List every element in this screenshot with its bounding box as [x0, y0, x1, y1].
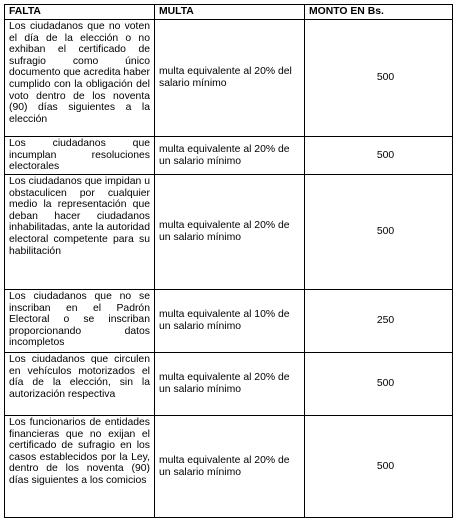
- multa-cell: multa equivalente al 20% de un salario mínimo: [155, 353, 305, 416]
- multa-cell: multa equivalente al 20% de un salario mínimo: [155, 416, 305, 518]
- table-row: [5, 20, 453, 137]
- table-row: [5, 175, 453, 290]
- header-falta: FALTA: [5, 5, 155, 20]
- monto-cell: 500: [305, 416, 453, 518]
- multa-cell: multa equivalente al 20% del salario mínimo: [155, 20, 305, 137]
- monto-cell: 500: [305, 137, 453, 175]
- monto-cell: 500: [305, 175, 453, 290]
- monto-cell: 500: [305, 353, 453, 416]
- header-row: [5, 5, 453, 20]
- falta-cell: Los ciudadanos que circulen en vehículos motorizados el día de la elección, sin la autorización respectiva: [5, 353, 155, 416]
- monto-cell: 500: [305, 20, 453, 137]
- table-row: [5, 416, 453, 518]
- header-monto: MONTO EN Bs.: [305, 5, 453, 20]
- multa-cell: multa equivalente al 20% de un salario mínimo: [155, 137, 305, 175]
- table-row: [5, 137, 453, 175]
- fines-table: [4, 4, 453, 518]
- falta-cell: Los ciudadanos que incumplan resoluciones electorales: [5, 137, 155, 175]
- monto-cell: 250: [305, 290, 453, 353]
- falta-cell: Los ciudadanos que no se inscriban en el Padrón Electoral o se inscriban proporcionando datos incompletos: [5, 290, 155, 353]
- header-multa: MULTA: [155, 5, 305, 20]
- falta-cell: Los ciudadanos que impidan u obstaculicen por cualquier medio la representación que deban hacer ciudadanos inhabilitadas, ante la autoridad electoral competente para su habilitación: [5, 175, 155, 290]
- table-row: [5, 290, 453, 353]
- falta-cell: Los funcionarios de entidades financieras que no exijan el certificado de sufragio en los casos establecidos por la Ley, dentro de los noventa (90) días siguientes a los comicios: [5, 416, 155, 518]
- multa-cell: multa equivalente al 20% de un salario mínimo: [155, 175, 305, 290]
- falta-cell: Los ciudadanos que no voten el día de la elección o no exhiban el certificado de sufragio como único documento que acredita haber cumplido con la obligación del voto dentro de los noventa (90) días siguientes a la elección: [5, 20, 155, 137]
- multa-cell: multa equivalente al 10% de un salario mínimo: [155, 290, 305, 353]
- table-row: [5, 353, 453, 416]
